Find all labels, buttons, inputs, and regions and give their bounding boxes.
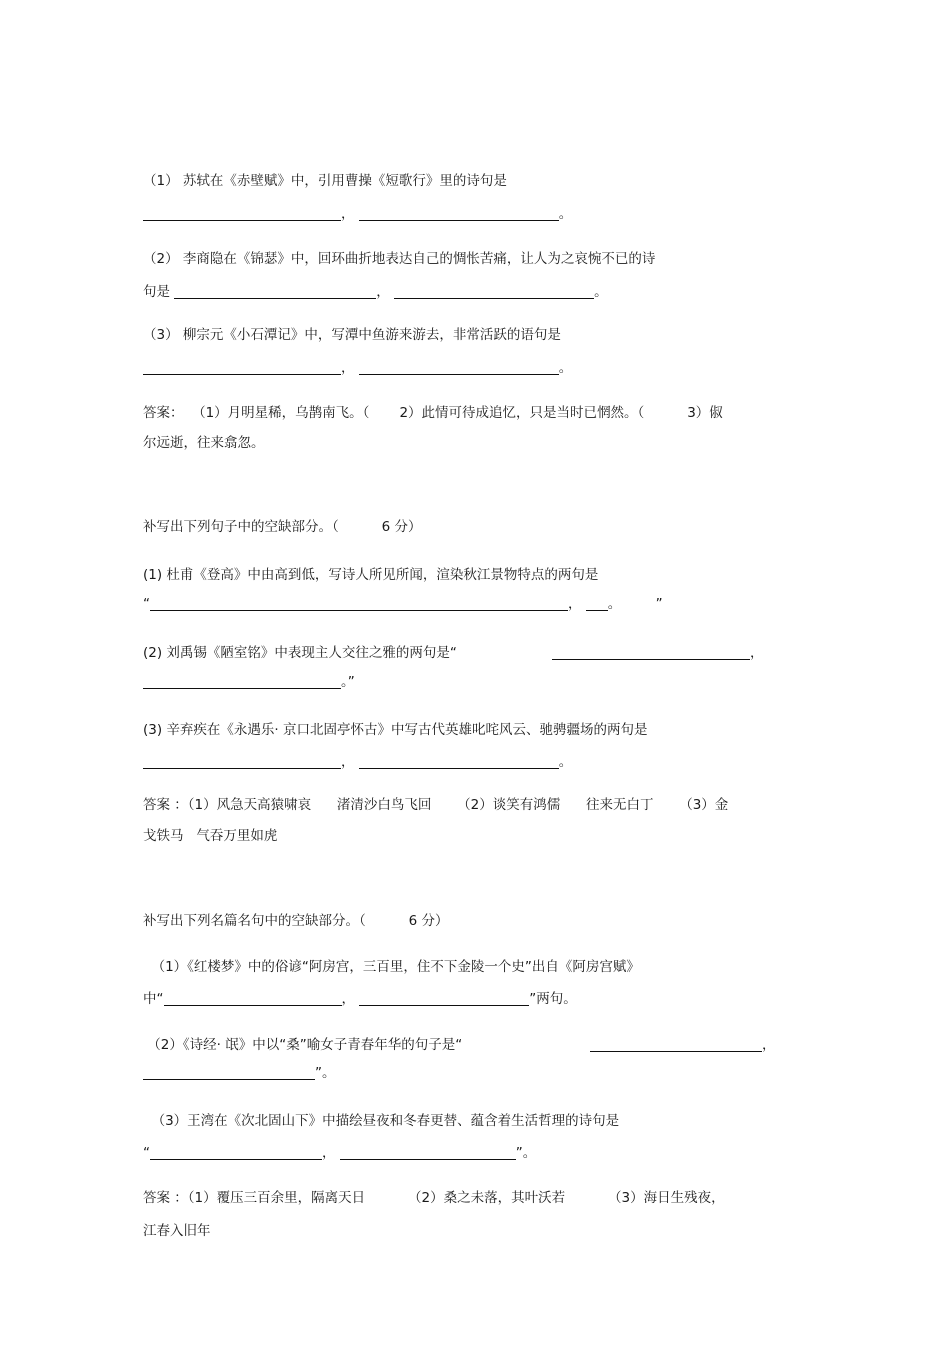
q1-item2-blanks: 句是 ， 。: [143, 284, 608, 300]
q3-answer-line1: 答案 ：（1）覆压三百余里，隔离天日 （2）桑之未落，其叶沃若 （3）海日生残夜，: [143, 1190, 725, 1206]
q1-item3-blanks: ， 。: [143, 359, 572, 377]
q1-answer-line1: 答案： （1）月明星稀，乌鹊南飞。（ 2）此情可待成追忆，只是当时已惘然。（ 3）俶: [143, 405, 723, 421]
q3-item2-blank1: ，: [590, 1036, 776, 1054]
blank[interactable]: [340, 1145, 516, 1160]
q2-item1-blanks: “ ， 。 ”: [143, 596, 663, 612]
q2-item3-prompt: (3) 辛弃疾在《永遇乐· 京口北固亭怀古》中写古代英雄叱咤风云、驰骋疆场的两句是: [143, 722, 648, 738]
blank[interactable]: [394, 284, 594, 299]
blank[interactable]: [174, 284, 376, 299]
blank[interactable]: [143, 674, 341, 689]
q3-item2-blank2: ”。: [143, 1064, 336, 1082]
blank[interactable]: [590, 1037, 762, 1052]
blank[interactable]: [143, 754, 341, 769]
blank[interactable]: [143, 1065, 315, 1080]
q2-answer-line2: 戈铁马 气吞万里如虎: [143, 828, 278, 844]
q3-answer-line2: 江春入旧年: [143, 1223, 211, 1239]
q3-item1-prompt: （1）《红楼梦》中的俗谚“阿房宫，三百里，住不下金陵一个史”出自《阿房宫赋》: [143, 959, 640, 975]
q2-heading: 补写出下列句子中的空缺部分。（ 6 分）: [143, 519, 422, 535]
blank[interactable]: [143, 360, 341, 375]
q1-answer-line2: 尔远逝，往来翕忽。: [143, 435, 265, 451]
blank[interactable]: [359, 991, 529, 1006]
q3-item3-prompt: （3）王湾在《次北固山下》中描绘昼夜和冬春更替、蕴含着生活哲理的诗句是: [143, 1113, 620, 1129]
q2-item2-prompt: (2) 刘禹锡《陋室铭》中表现主人交往之雅的两句是“: [143, 645, 457, 661]
blank[interactable]: [143, 206, 341, 221]
q3-item2-prompt: （2）《诗经· 氓》中以“桑”喻女子青春年华的句子是“: [143, 1037, 463, 1053]
blank[interactable]: [552, 645, 750, 660]
q1-item2-prompt: （2） 李商隐在《锦瑟》中，回环曲折地表达自己的惆怅苦痛，让人为之哀惋不已的诗: [143, 251, 656, 267]
q3-item1-blanks: 中“ ， ”两句。: [143, 991, 577, 1007]
q2-item2-blank2: 。”: [143, 673, 355, 691]
blank[interactable]: [164, 991, 342, 1006]
q1-item1-prompt: （1） 苏轼在《赤壁赋》中，引用曹操《短歌行》里的诗句是: [143, 173, 507, 189]
blank[interactable]: [359, 754, 559, 769]
blank[interactable]: [150, 596, 568, 611]
q3-item3-blanks: “ ， ”。: [143, 1145, 537, 1161]
q2-item1-prompt: (1) 杜甫《登高》中由高到低，写诗人所见所闻，渲染秋江景物特点的两句是: [143, 567, 599, 583]
blank[interactable]: [359, 360, 559, 375]
q3-heading: 补写出下列名篇名句中的空缺部分。（ 6 分）: [143, 913, 449, 929]
q2-item3-blanks: ， 。: [143, 753, 572, 771]
q1-item1-blanks: ， 。: [143, 205, 572, 223]
q2-item2-blank1: ，: [552, 644, 764, 662]
q1-item3-prompt: （3） 柳宗元《小石潭记》中，写潭中鱼游来游去，非常活跃的语句是: [143, 327, 561, 343]
blank[interactable]: [586, 596, 608, 611]
q2-answer-line1: 答案 ：（1）风急天高猿啸哀 渚清沙白鸟飞回 （2）谈笑有鸿儒 往来无白丁 （3）金: [143, 797, 729, 813]
blank[interactable]: [150, 1145, 322, 1160]
blank[interactable]: [359, 206, 559, 221]
